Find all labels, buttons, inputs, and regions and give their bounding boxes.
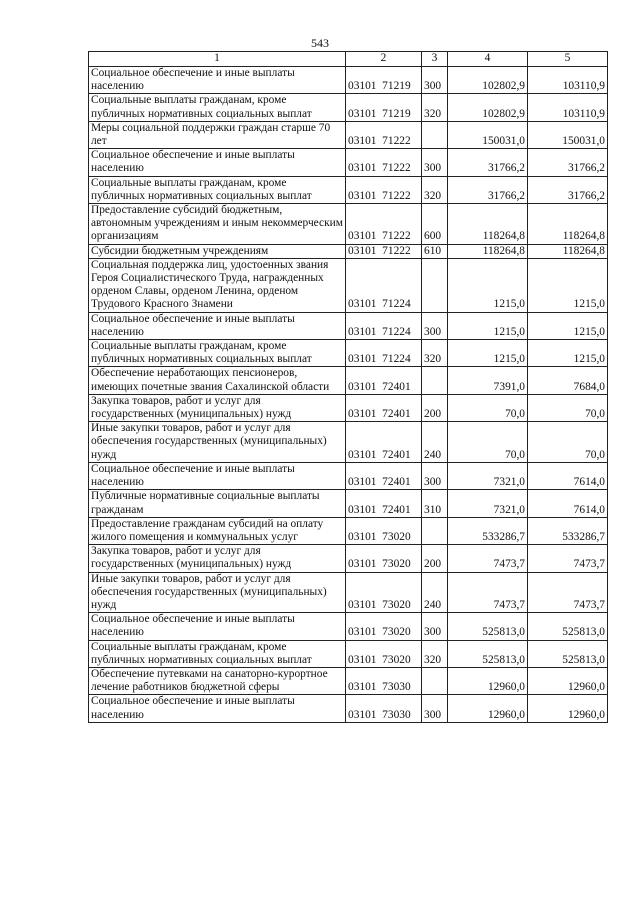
row-value-5: 1215,0 [528, 312, 608, 339]
table-row [89, 340, 608, 367]
header-col-5: 5 [528, 52, 608, 67]
table-row [89, 244, 608, 258]
row-code: 03101 73020 [346, 517, 422, 544]
row-name: Социальные выплаты гражданам, кроме публичных нормативных социальных выплат [89, 340, 346, 367]
row-value-4: 533286,7 [448, 517, 528, 544]
row-vr [422, 517, 448, 544]
row-code: 03101 73020 [346, 572, 422, 613]
row-code: 03101 71219 [346, 67, 422, 94]
row-name: Социальное обеспечение и иные выплаты населению [89, 67, 346, 94]
row-name: Социальные выплаты гражданам, кроме публичных нормативных социальных выплат [89, 94, 346, 121]
table-row [89, 258, 608, 312]
table-row [89, 490, 608, 517]
row-code: 03101 73020 [346, 613, 422, 640]
row-code: 03101 72401 [346, 490, 422, 517]
row-name: Иные закупки товаров, работ и услуг для обеспечения государственных (муниципальных) нужд [89, 422, 346, 463]
page-number: 543 [311, 36, 329, 50]
row-vr: 200 [422, 545, 448, 572]
header-col-1: 1 [89, 52, 346, 67]
row-vr [422, 121, 448, 148]
table-row [89, 367, 608, 394]
table-row [89, 312, 608, 339]
row-value-4: 1215,0 [448, 258, 528, 312]
row-name: Публичные нормативные социальные выплаты гражданам [89, 490, 346, 517]
row-name: Предоставление гражданам субсидий на оплату жилого помещения и коммунальных услуг [89, 517, 346, 544]
row-value-5: 103110,9 [528, 94, 608, 121]
row-name: Социальная поддержка лиц, удостоенных звания Героя Социалистического Труда, награжденных орденом Славы, орденом Ленина, орденом Трудового Красного Знамени [89, 258, 346, 312]
row-value-4: 12960,0 [448, 667, 528, 694]
row-code: 03101 71222 [346, 176, 422, 203]
table-row [89, 462, 608, 489]
table-row [89, 517, 608, 544]
row-vr [422, 258, 448, 312]
row-value-4: 102802,9 [448, 94, 528, 121]
row-code: 03101 71224 [346, 340, 422, 367]
row-name: Субсидии бюджетным учреждениям [89, 244, 346, 258]
row-value-5: 525813,0 [528, 613, 608, 640]
header-col-3: 3 [422, 52, 448, 67]
table-body [89, 67, 608, 723]
row-value-5: 70,0 [528, 422, 608, 463]
row-value-5: 7614,0 [528, 462, 608, 489]
table-row [89, 613, 608, 640]
row-value-5: 525813,0 [528, 640, 608, 667]
row-code: 03101 72401 [346, 462, 422, 489]
row-value-4: 12960,0 [448, 695, 528, 722]
row-code: 03101 72401 [346, 422, 422, 463]
row-name: Закупка товаров, работ и услуг для государственных (муниципальных) нужд [89, 545, 346, 572]
row-value-5: 118264,8 [528, 204, 608, 245]
row-value-5: 7614,0 [528, 490, 608, 517]
row-vr: 240 [422, 572, 448, 613]
row-vr: 320 [422, 176, 448, 203]
row-code: 03101 71222 [346, 121, 422, 148]
row-value-4: 1215,0 [448, 340, 528, 367]
row-value-5: 7473,7 [528, 572, 608, 613]
row-code: 03101 73030 [346, 667, 422, 694]
row-code: 03101 73030 [346, 695, 422, 722]
table-row [89, 94, 608, 121]
table-row [89, 572, 608, 613]
row-code: 03101 71222 [346, 204, 422, 245]
row-value-5: 103110,9 [528, 67, 608, 94]
row-value-4: 31766,2 [448, 176, 528, 203]
row-value-5: 150031,0 [528, 121, 608, 148]
table-row [89, 422, 608, 463]
table-row [89, 121, 608, 148]
row-vr: 300 [422, 312, 448, 339]
header-row [89, 52, 608, 67]
row-value-4: 7391,0 [448, 367, 528, 394]
table-row [89, 640, 608, 667]
header-col-2: 2 [346, 52, 422, 67]
table-row [89, 67, 608, 94]
table-row [89, 204, 608, 245]
row-vr: 300 [422, 67, 448, 94]
row-vr: 300 [422, 462, 448, 489]
row-vr: 300 [422, 695, 448, 722]
row-vr: 320 [422, 340, 448, 367]
row-value-4: 7321,0 [448, 462, 528, 489]
row-value-5: 12960,0 [528, 695, 608, 722]
row-name: Меры социальной поддержки граждан старше 70 лет [89, 121, 346, 148]
row-code: 03101 73020 [346, 640, 422, 667]
table-row [89, 149, 608, 176]
header-col-4: 4 [448, 52, 528, 67]
row-value-4: 102802,9 [448, 67, 528, 94]
row-code: 03101 72401 [346, 394, 422, 421]
row-value-4: 7473,7 [448, 545, 528, 572]
row-vr: 240 [422, 422, 448, 463]
table-row [89, 176, 608, 203]
row-code: 03101 71222 [346, 149, 422, 176]
table-row [89, 545, 608, 572]
row-name: Социальное обеспечение и иные выплаты населению [89, 695, 346, 722]
table-row [89, 695, 608, 722]
row-value-5: 7473,7 [528, 545, 608, 572]
row-value-5: 7684,0 [528, 367, 608, 394]
row-value-4: 1215,0 [448, 312, 528, 339]
row-name: Иные закупки товаров, работ и услуг для обеспечения государственных (муниципальных) нужд [89, 572, 346, 613]
row-value-4: 70,0 [448, 422, 528, 463]
row-vr [422, 667, 448, 694]
row-code: 03101 71222 [346, 244, 422, 258]
row-vr: 300 [422, 149, 448, 176]
row-vr: 610 [422, 244, 448, 258]
row-vr: 320 [422, 640, 448, 667]
row-value-5: 533286,7 [528, 517, 608, 544]
row-code: 03101 73020 [346, 545, 422, 572]
row-value-5: 31766,2 [528, 176, 608, 203]
row-value-4: 525813,0 [448, 613, 528, 640]
row-value-4: 525813,0 [448, 640, 528, 667]
row-code: 03101 71224 [346, 258, 422, 312]
row-name: Социальное обеспечение и иные выплаты населению [89, 462, 346, 489]
row-name: Закупка товаров, работ и услуг для государственных (муниципальных) нужд [89, 394, 346, 421]
row-code: 03101 72401 [346, 367, 422, 394]
table-row [89, 394, 608, 421]
row-value-4: 118264,8 [448, 204, 528, 245]
row-vr: 310 [422, 490, 448, 517]
row-value-4: 7473,7 [448, 572, 528, 613]
row-vr: 300 [422, 613, 448, 640]
budget-table [88, 51, 608, 723]
row-name: Обеспечение неработающих пенсионеров, имеющих почетные звания Сахалинской области [89, 367, 346, 394]
row-name: Социальное обеспечение и иные выплаты населению [89, 149, 346, 176]
row-value-4: 118264,8 [448, 244, 528, 258]
row-value-5: 1215,0 [528, 258, 608, 312]
row-value-4: 31766,2 [448, 149, 528, 176]
row-code: 03101 71224 [346, 312, 422, 339]
row-value-5: 118264,8 [528, 244, 608, 258]
table-row [89, 667, 608, 694]
row-vr: 320 [422, 94, 448, 121]
row-value-5: 31766,2 [528, 149, 608, 176]
row-name: Предоставление субсидий бюджетным, автономным учреждениям и иным некоммерческим организациям [89, 204, 346, 245]
row-name: Социальное обеспечение и иные выплаты населению [89, 613, 346, 640]
row-name: Социальные выплаты гражданам, кроме публичных нормативных социальных выплат [89, 640, 346, 667]
row-code: 03101 71219 [346, 94, 422, 121]
row-vr: 200 [422, 394, 448, 421]
row-name: Социальное обеспечение и иные выплаты населению [89, 312, 346, 339]
row-value-4: 7321,0 [448, 490, 528, 517]
row-value-4: 150031,0 [448, 121, 528, 148]
row-value-4: 70,0 [448, 394, 528, 421]
row-value-5: 12960,0 [528, 667, 608, 694]
row-name: Социальные выплаты гражданам, кроме публичных нормативных социальных выплат [89, 176, 346, 203]
row-name: Обеспечение путевками на санаторно-курортное лечение работников бюджетной сферы [89, 667, 346, 694]
row-value-5: 70,0 [528, 394, 608, 421]
row-vr [422, 367, 448, 394]
row-vr: 600 [422, 204, 448, 245]
row-value-5: 1215,0 [528, 340, 608, 367]
